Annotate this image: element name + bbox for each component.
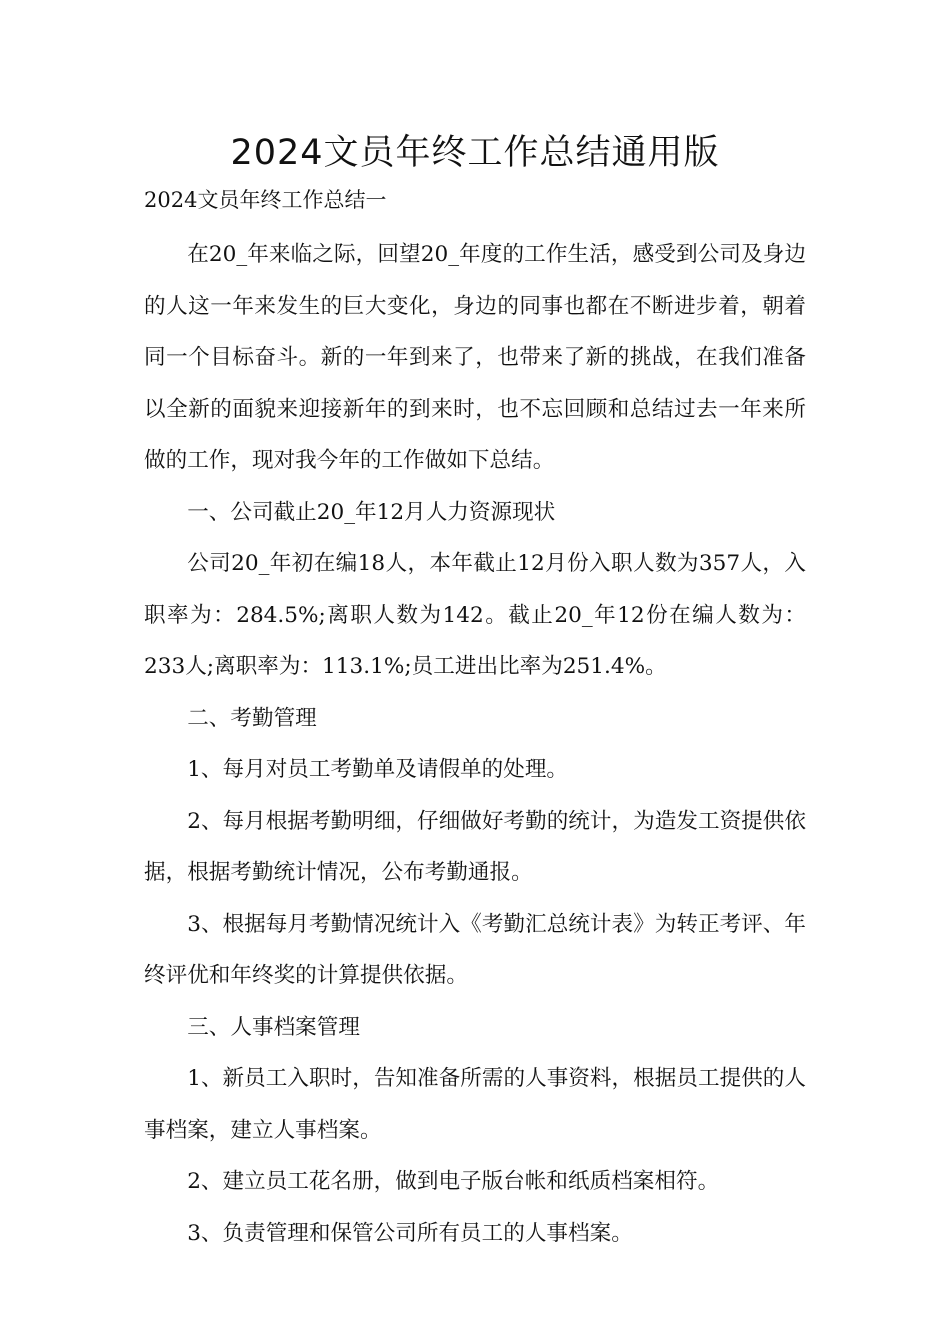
heading-hr-status: 一、公司截止20_年12月人力资源现状	[187, 499, 556, 525]
list-item: 1、每月对员工考勤单及请假单的处理。	[187, 757, 569, 782]
heading-attendance: 二、考勤管理	[187, 705, 317, 731]
list-item: 1、新员工入职时，告知准备所需的人事资料，根据员工提供的人事档案，建立人事档案。	[144, 1066, 806, 1143]
list-item: 2、建立员工花名册，做到电子版台帐和纸质档案相符。	[187, 1169, 720, 1194]
heading-personnel-files: 三、人事档案管理	[187, 1014, 360, 1040]
list-item: 3、负责管理和保管公司所有员工的人事档案。	[187, 1220, 633, 1246]
document-body	[144, 229, 806, 1259]
section-subtitle: 2024文员年终工作总结一	[144, 188, 387, 212]
paragraph-hr-stats: 公司20_年初在编18人，本年截止12月份入职人数为357人，入职率为：284.5%;离职人数为142。截止20_年12份在编人数为：233人;离职率为：113.1%;员工进出比率为251.4%。	[144, 551, 806, 679]
list-item: 3、根据每月考勤情况统计入《考勤汇总统计表》为转正考评、年终评优和年终奖的计算提供依据。	[144, 911, 806, 988]
list-item: 2、每月根据考勤明细，仔细做好考勤的统计，为造发工资提供依据，根据考勤统计情况，公布考勤通报。	[144, 808, 806, 885]
paragraph-intro: 在20_年来临之际，回望20_年度的工作生活，感受到公司及身边的人这一年来发生的巨大变化，身边的同事也都在不断进步着，朝着同一个目标奋斗。新的一年到来了，也带来了新的挑战，在我们准备以全新的面貌来迎接新年的到来时，也不忘回顾和总结过去一年来所做的工作，现对我今年的工作做如下总结。	[144, 242, 806, 473]
document-title: 2024文员年终工作总结通用版	[230, 133, 720, 173]
